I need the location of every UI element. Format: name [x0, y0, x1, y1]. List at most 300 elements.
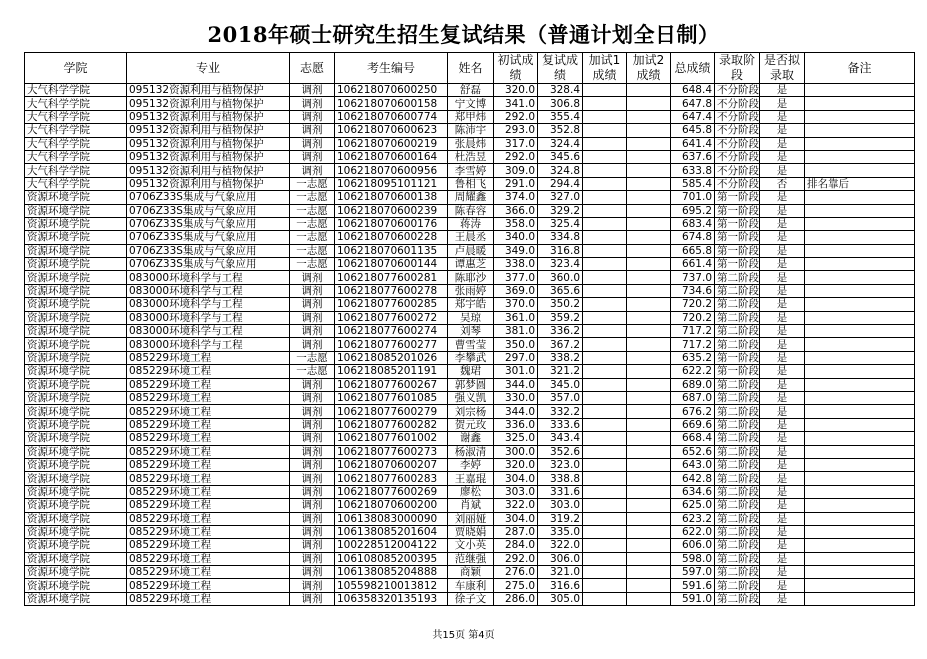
- cell-name: 杜浩昱: [448, 150, 494, 163]
- cell-choice: 一志愿: [290, 365, 335, 378]
- cell-remarks: [805, 418, 915, 431]
- cell-extra2-score: [627, 579, 671, 592]
- cell-college: 资源环境学院: [25, 472, 127, 485]
- cell-remarks: [805, 217, 915, 230]
- cell-candidate-id: 106218070600164: [335, 150, 448, 163]
- cell-initial-score: 292.0: [494, 110, 538, 123]
- cell-major: 085229环境工程: [127, 579, 290, 592]
- cell-extra1-score: [583, 566, 627, 579]
- cell-admission-stage: 第二阶段: [715, 525, 760, 538]
- table-row: [25, 244, 915, 257]
- cell-extra2-score: [627, 204, 671, 217]
- cell-extra2-score: [627, 365, 671, 378]
- cell-initial-score: 341.0: [494, 97, 538, 110]
- cell-initial-score: 344.0: [494, 405, 538, 418]
- cell-choice: 调剂: [290, 432, 335, 445]
- cell-choice: 一志愿: [290, 191, 335, 204]
- cell-admitted: 是: [760, 338, 805, 351]
- cell-remarks: [805, 499, 915, 512]
- cell-candidate-id: 106218070600623: [335, 124, 448, 137]
- cell-college: 资源环境学院: [25, 204, 127, 217]
- cell-extra2-score: [627, 137, 671, 150]
- cell-candidate-id: 106218077600269: [335, 485, 448, 498]
- cell-extra2-score: [627, 97, 671, 110]
- cell-choice: 一志愿: [290, 258, 335, 271]
- cell-remarks: [805, 271, 915, 284]
- cell-remarks: [805, 566, 915, 579]
- cell-extra1-score: [583, 485, 627, 498]
- cell-college: 资源环境学院: [25, 566, 127, 579]
- cell-admitted: 是: [760, 231, 805, 244]
- cell-extra1-score: [583, 472, 627, 485]
- cell-retest-score: 345.6: [538, 150, 583, 163]
- cell-extra1-score: [583, 391, 627, 404]
- cell-candidate-id: 106218077600278: [335, 284, 448, 297]
- cell-college: 资源环境学院: [25, 458, 127, 471]
- cell-choice: 调剂: [290, 499, 335, 512]
- cell-admission-stage: 第二阶段: [715, 378, 760, 391]
- cell-extra1-score: [583, 271, 627, 284]
- table-row: [25, 499, 915, 512]
- cell-initial-score: 349.0: [494, 244, 538, 257]
- cell-extra1-score: [583, 204, 627, 217]
- cell-major: 085229环境工程: [127, 472, 290, 485]
- cell-admission-stage: 第一阶段: [715, 217, 760, 230]
- cell-college: 资源环境学院: [25, 351, 127, 364]
- cell-name: 宁文博: [448, 97, 494, 110]
- cell-admission-stage: 第二阶段: [715, 418, 760, 431]
- cell-major: 085229环境工程: [127, 512, 290, 525]
- cell-extra2-score: [627, 445, 671, 458]
- cell-name: 肖斌: [448, 499, 494, 512]
- cell-college: 资源环境学院: [25, 592, 127, 605]
- cell-total-score: 676.2: [671, 405, 715, 418]
- cell-extra2-score: [627, 472, 671, 485]
- cell-retest-score: 294.4: [538, 177, 583, 190]
- cell-name: 郭梦圆: [448, 378, 494, 391]
- cell-extra2-score: [627, 525, 671, 538]
- cell-extra2-score: [627, 84, 671, 97]
- table-row: [25, 271, 915, 284]
- cell-name: 陈耶沙: [448, 271, 494, 284]
- cell-name: 杨淑清: [448, 445, 494, 458]
- cell-candidate-id: 106218070600207: [335, 458, 448, 471]
- cell-college: 资源环境学院: [25, 244, 127, 257]
- cell-remarks: [805, 311, 915, 324]
- cell-admitted: 是: [760, 365, 805, 378]
- cell-extra2-score: [627, 191, 671, 204]
- cell-name: 鲁相飞: [448, 177, 494, 190]
- cell-extra1-score: [583, 552, 627, 565]
- cell-choice: 一志愿: [290, 177, 335, 190]
- cell-admitted: 是: [760, 499, 805, 512]
- cell-admission-stage: 第二阶段: [715, 338, 760, 351]
- cell-initial-score: 366.0: [494, 204, 538, 217]
- cell-choice: 调剂: [290, 84, 335, 97]
- cell-extra1-score: [583, 137, 627, 150]
- cell-college: 资源环境学院: [25, 579, 127, 592]
- cell-extra1-score: [583, 298, 627, 311]
- table-row: [25, 164, 915, 177]
- cell-college: 大气科学学院: [25, 164, 127, 177]
- cell-college: 资源环境学院: [25, 499, 127, 512]
- cell-extra1-score: [583, 378, 627, 391]
- cell-retest-score: 343.4: [538, 432, 583, 445]
- cell-remarks: 排名靠后: [805, 177, 915, 190]
- cell-retest-score: 360.0: [538, 271, 583, 284]
- cell-admitted: 是: [760, 284, 805, 297]
- cell-admitted: 是: [760, 592, 805, 605]
- cell-remarks: [805, 579, 915, 592]
- table-row: [25, 177, 915, 190]
- cell-major: 095132资源利用与植物保护: [127, 150, 290, 163]
- table-row: [25, 539, 915, 552]
- cell-extra2-score: [627, 391, 671, 404]
- cell-admitted: 是: [760, 418, 805, 431]
- cell-admitted: 是: [760, 325, 805, 338]
- cell-college: 资源环境学院: [25, 325, 127, 338]
- cell-total-score: 689.0: [671, 378, 715, 391]
- cell-extra2-score: [627, 164, 671, 177]
- cell-initial-score: 286.0: [494, 592, 538, 605]
- cell-extra1-score: [583, 338, 627, 351]
- cell-initial-score: 322.0: [494, 499, 538, 512]
- cell-extra2-score: [627, 512, 671, 525]
- table-row: [25, 579, 915, 592]
- cell-extra2-score: [627, 351, 671, 364]
- table-row: [25, 472, 915, 485]
- cell-college: 大气科学学院: [25, 84, 127, 97]
- cell-initial-score: 374.0: [494, 191, 538, 204]
- cell-remarks: [805, 592, 915, 605]
- cell-retest-score: 306.0: [538, 552, 583, 565]
- cell-extra2-score: [627, 271, 671, 284]
- cell-remarks: [805, 458, 915, 471]
- cell-retest-score: 305.0: [538, 592, 583, 605]
- table-row: [25, 284, 915, 297]
- cell-major: 085229环境工程: [127, 525, 290, 538]
- cell-extra1-score: [583, 499, 627, 512]
- table-row: [25, 365, 915, 378]
- cell-major: 085229环境工程: [127, 432, 290, 445]
- cell-candidate-id: 106218077600279: [335, 405, 448, 418]
- cell-admission-stage: 不分阶段: [715, 164, 760, 177]
- cell-total-score: 641.4: [671, 137, 715, 150]
- cell-choice: 调剂: [290, 566, 335, 579]
- cell-major: 085229环境工程: [127, 378, 290, 391]
- cell-name: 廖松: [448, 485, 494, 498]
- cell-initial-score: 320.0: [494, 458, 538, 471]
- cell-total-score: 591.6: [671, 579, 715, 592]
- cell-remarks: [805, 432, 915, 445]
- cell-college: 资源环境学院: [25, 405, 127, 418]
- table-row: [25, 552, 915, 565]
- cell-major: 095132资源利用与植物保护: [127, 84, 290, 97]
- cell-choice: 调剂: [290, 579, 335, 592]
- cell-remarks: [805, 472, 915, 485]
- page-footer: 共15页 第4页: [432, 630, 495, 641]
- cell-major: 085229环境工程: [127, 365, 290, 378]
- cell-extra1-score: [583, 164, 627, 177]
- cell-extra1-score: [583, 405, 627, 418]
- cell-initial-score: 340.0: [494, 231, 538, 244]
- cell-candidate-id: 106138085201604: [335, 525, 448, 538]
- cell-remarks: [805, 325, 915, 338]
- cell-major: 0706Z33S集成与气象应用: [127, 231, 290, 244]
- cell-retest-score: 359.2: [538, 311, 583, 324]
- cell-name: 李雪婷: [448, 164, 494, 177]
- header-total-score: 总成绩: [671, 53, 715, 84]
- cell-extra1-score: [583, 177, 627, 190]
- cell-name: 陈沛宇: [448, 124, 494, 137]
- cell-major: 085229环境工程: [127, 552, 290, 565]
- cell-extra2-score: [627, 338, 671, 351]
- cell-admitted: 是: [760, 124, 805, 137]
- cell-retest-score: 335.0: [538, 525, 583, 538]
- cell-admission-stage: 第二阶段: [715, 298, 760, 311]
- cell-major: 0706Z33S集成与气象应用: [127, 191, 290, 204]
- cell-retest-score: 355.4: [538, 110, 583, 123]
- cell-name: 郑甲炜: [448, 110, 494, 123]
- cell-initial-score: 370.0: [494, 298, 538, 311]
- table-row: [25, 191, 915, 204]
- cell-name: 贺元玫: [448, 418, 494, 431]
- table-row: [25, 258, 915, 271]
- cell-college: 资源环境学院: [25, 539, 127, 552]
- cell-remarks: [805, 191, 915, 204]
- cell-name: 吴琼: [448, 311, 494, 324]
- cell-major: 085229环境工程: [127, 566, 290, 579]
- cell-major: 095132资源利用与植物保护: [127, 137, 290, 150]
- cell-major: 083000环境科学与工程: [127, 284, 290, 297]
- cell-total-score: 669.6: [671, 418, 715, 431]
- cell-admission-stage: 第一阶段: [715, 244, 760, 257]
- cell-retest-score: 316.8: [538, 244, 583, 257]
- cell-choice: 调剂: [290, 539, 335, 552]
- cell-major: 083000环境科学与工程: [127, 325, 290, 338]
- cell-admitted: 是: [760, 485, 805, 498]
- cell-college: 资源环境学院: [25, 418, 127, 431]
- cell-total-score: 597.0: [671, 566, 715, 579]
- cell-admitted: 是: [760, 472, 805, 485]
- cell-extra2-score: [627, 217, 671, 230]
- cell-extra2-score: [627, 552, 671, 565]
- cell-candidate-id: 106218070600774: [335, 110, 448, 123]
- cell-candidate-id: 106218070600144: [335, 258, 448, 271]
- cell-initial-score: 325.0: [494, 432, 538, 445]
- cell-name: 李婷: [448, 458, 494, 471]
- cell-total-score: 665.8: [671, 244, 715, 257]
- cell-retest-score: 319.2: [538, 512, 583, 525]
- cell-total-score: 683.4: [671, 217, 715, 230]
- cell-choice: 调剂: [290, 405, 335, 418]
- cell-major: 085229环境工程: [127, 351, 290, 364]
- cell-major: 0706Z33S集成与气象应用: [127, 217, 290, 230]
- cell-remarks: [805, 338, 915, 351]
- cell-admission-stage: 第一阶段: [715, 258, 760, 271]
- cell-admitted: 是: [760, 137, 805, 150]
- cell-admitted: 是: [760, 217, 805, 230]
- cell-extra2-score: [627, 298, 671, 311]
- cell-initial-score: 330.0: [494, 391, 538, 404]
- cell-extra1-score: [583, 432, 627, 445]
- cell-remarks: [805, 525, 915, 538]
- cell-initial-score: 284.0: [494, 539, 538, 552]
- cell-candidate-id: 106218077600274: [335, 325, 448, 338]
- cell-total-score: 717.2: [671, 325, 715, 338]
- cell-college: 资源环境学院: [25, 311, 127, 324]
- table-row: [25, 204, 915, 217]
- cell-college: 资源环境学院: [25, 365, 127, 378]
- cell-choice: 调剂: [290, 164, 335, 177]
- cell-total-score: 695.2: [671, 204, 715, 217]
- cell-college: 资源环境学院: [25, 552, 127, 565]
- cell-initial-score: 276.0: [494, 566, 538, 579]
- cell-candidate-id: 106218070601135: [335, 244, 448, 257]
- cell-admitted: 是: [760, 150, 805, 163]
- cell-admitted: 是: [760, 566, 805, 579]
- cell-extra1-score: [583, 124, 627, 137]
- cell-total-score: 591.0: [671, 592, 715, 605]
- table-row: [25, 592, 915, 605]
- cell-choice: 调剂: [290, 418, 335, 431]
- cell-extra1-score: [583, 244, 627, 257]
- header-initial-score: 初试成绩: [494, 53, 538, 84]
- cell-name: 郑宇皓: [448, 298, 494, 311]
- cell-total-score: 643.0: [671, 458, 715, 471]
- cell-choice: 调剂: [290, 271, 335, 284]
- cell-extra2-score: [627, 458, 671, 471]
- cell-retest-score: 345.0: [538, 378, 583, 391]
- cell-candidate-id: 106218070600200: [335, 499, 448, 512]
- cell-admission-stage: 第二阶段: [715, 391, 760, 404]
- cell-extra1-score: [583, 311, 627, 324]
- cell-extra2-score: [627, 177, 671, 190]
- cell-total-score: 645.8: [671, 124, 715, 137]
- cell-admission-stage: 第二阶段: [715, 539, 760, 552]
- cell-extra2-score: [627, 150, 671, 163]
- cell-admission-stage: 不分阶段: [715, 124, 760, 137]
- cell-choice: 调剂: [290, 137, 335, 150]
- table-header-row: [25, 53, 915, 84]
- cell-extra1-score: [583, 458, 627, 471]
- cell-total-score: 648.4: [671, 84, 715, 97]
- cell-retest-score: 323.4: [538, 258, 583, 271]
- cell-college: 大气科学学院: [25, 97, 127, 110]
- cell-admission-stage: 第一阶段: [715, 191, 760, 204]
- cell-college: 资源环境学院: [25, 231, 127, 244]
- cell-initial-score: 344.0: [494, 378, 538, 391]
- cell-total-score: 623.2: [671, 512, 715, 525]
- cell-extra2-score: [627, 405, 671, 418]
- cell-major: 0706Z33S集成与气象应用: [127, 244, 290, 257]
- cell-college: 资源环境学院: [25, 525, 127, 538]
- cell-retest-score: 332.2: [538, 405, 583, 418]
- cell-name: 卢晨暖: [448, 244, 494, 257]
- cell-admission-stage: 第二阶段: [715, 405, 760, 418]
- cell-initial-score: 275.0: [494, 579, 538, 592]
- cell-choice: 一志愿: [290, 244, 335, 257]
- cell-admission-stage: 第二阶段: [715, 499, 760, 512]
- cell-admission-stage: 第二阶段: [715, 552, 760, 565]
- cell-candidate-id: 106218077600281: [335, 271, 448, 284]
- table-body: [25, 84, 915, 606]
- cell-extra1-score: [583, 217, 627, 230]
- cell-candidate-id: 100228512004122: [335, 539, 448, 552]
- cell-remarks: [805, 258, 915, 271]
- cell-name: 徐子文: [448, 592, 494, 605]
- cell-name: 刘宗杨: [448, 405, 494, 418]
- cell-initial-score: 317.0: [494, 137, 538, 150]
- cell-candidate-id: 106218070600138: [335, 191, 448, 204]
- cell-major: 085229环境工程: [127, 458, 290, 471]
- cell-major: 085229环境工程: [127, 445, 290, 458]
- cell-candidate-id: 106218070600158: [335, 97, 448, 110]
- cell-remarks: [805, 298, 915, 311]
- table-row: [25, 405, 915, 418]
- header-admitted: 是否拟录取: [760, 53, 805, 84]
- cell-remarks: [805, 97, 915, 110]
- cell-choice: 调剂: [290, 512, 335, 525]
- cell-total-score: 606.0: [671, 539, 715, 552]
- cell-admitted: 是: [760, 110, 805, 123]
- cell-candidate-id: 106218077600277: [335, 338, 448, 351]
- cell-choice: 调剂: [290, 284, 335, 297]
- header-extra1-score: 加试1成绩: [583, 53, 627, 84]
- cell-initial-score: 336.0: [494, 418, 538, 431]
- cell-choice: 调剂: [290, 592, 335, 605]
- cell-college: 资源环境学院: [25, 512, 127, 525]
- cell-college: 资源环境学院: [25, 338, 127, 351]
- cell-retest-score: 321.2: [538, 365, 583, 378]
- cell-remarks: [805, 391, 915, 404]
- cell-extra1-score: [583, 418, 627, 431]
- cell-remarks: [805, 552, 915, 565]
- cell-admission-stage: 第二阶段: [715, 284, 760, 297]
- cell-extra2-score: [627, 110, 671, 123]
- cell-choice: 调剂: [290, 298, 335, 311]
- cell-candidate-id: 106218070600250: [335, 84, 448, 97]
- cell-initial-score: 369.0: [494, 284, 538, 297]
- cell-major: 085229环境工程: [127, 418, 290, 431]
- cell-name: 范继强: [448, 552, 494, 565]
- cell-admitted: 是: [760, 271, 805, 284]
- cell-name: 强义凯: [448, 391, 494, 404]
- cell-college: 资源环境学院: [25, 391, 127, 404]
- cell-major: 085229环境工程: [127, 485, 290, 498]
- cell-extra1-score: [583, 539, 627, 552]
- cell-retest-score: 352.6: [538, 445, 583, 458]
- cell-admitted: 是: [760, 432, 805, 445]
- cell-retest-score: 336.2: [538, 325, 583, 338]
- cell-admitted: 是: [760, 204, 805, 217]
- cell-major: 085229环境工程: [127, 391, 290, 404]
- cell-admission-stage: 第二阶段: [715, 566, 760, 579]
- cell-total-score: 652.6: [671, 445, 715, 458]
- cell-extra1-score: [583, 97, 627, 110]
- cell-remarks: [805, 445, 915, 458]
- cell-choice: 调剂: [290, 325, 335, 338]
- cell-college: 资源环境学院: [25, 485, 127, 498]
- cell-extra1-score: [583, 325, 627, 338]
- table-row: [25, 391, 915, 404]
- cell-extra2-score: [627, 378, 671, 391]
- cell-admitted: 是: [760, 445, 805, 458]
- cell-candidate-id: 106108085200395: [335, 552, 448, 565]
- cell-name: 贾晓娟: [448, 525, 494, 538]
- cell-extra2-score: [627, 499, 671, 512]
- cell-candidate-id: 106218077600267: [335, 378, 448, 391]
